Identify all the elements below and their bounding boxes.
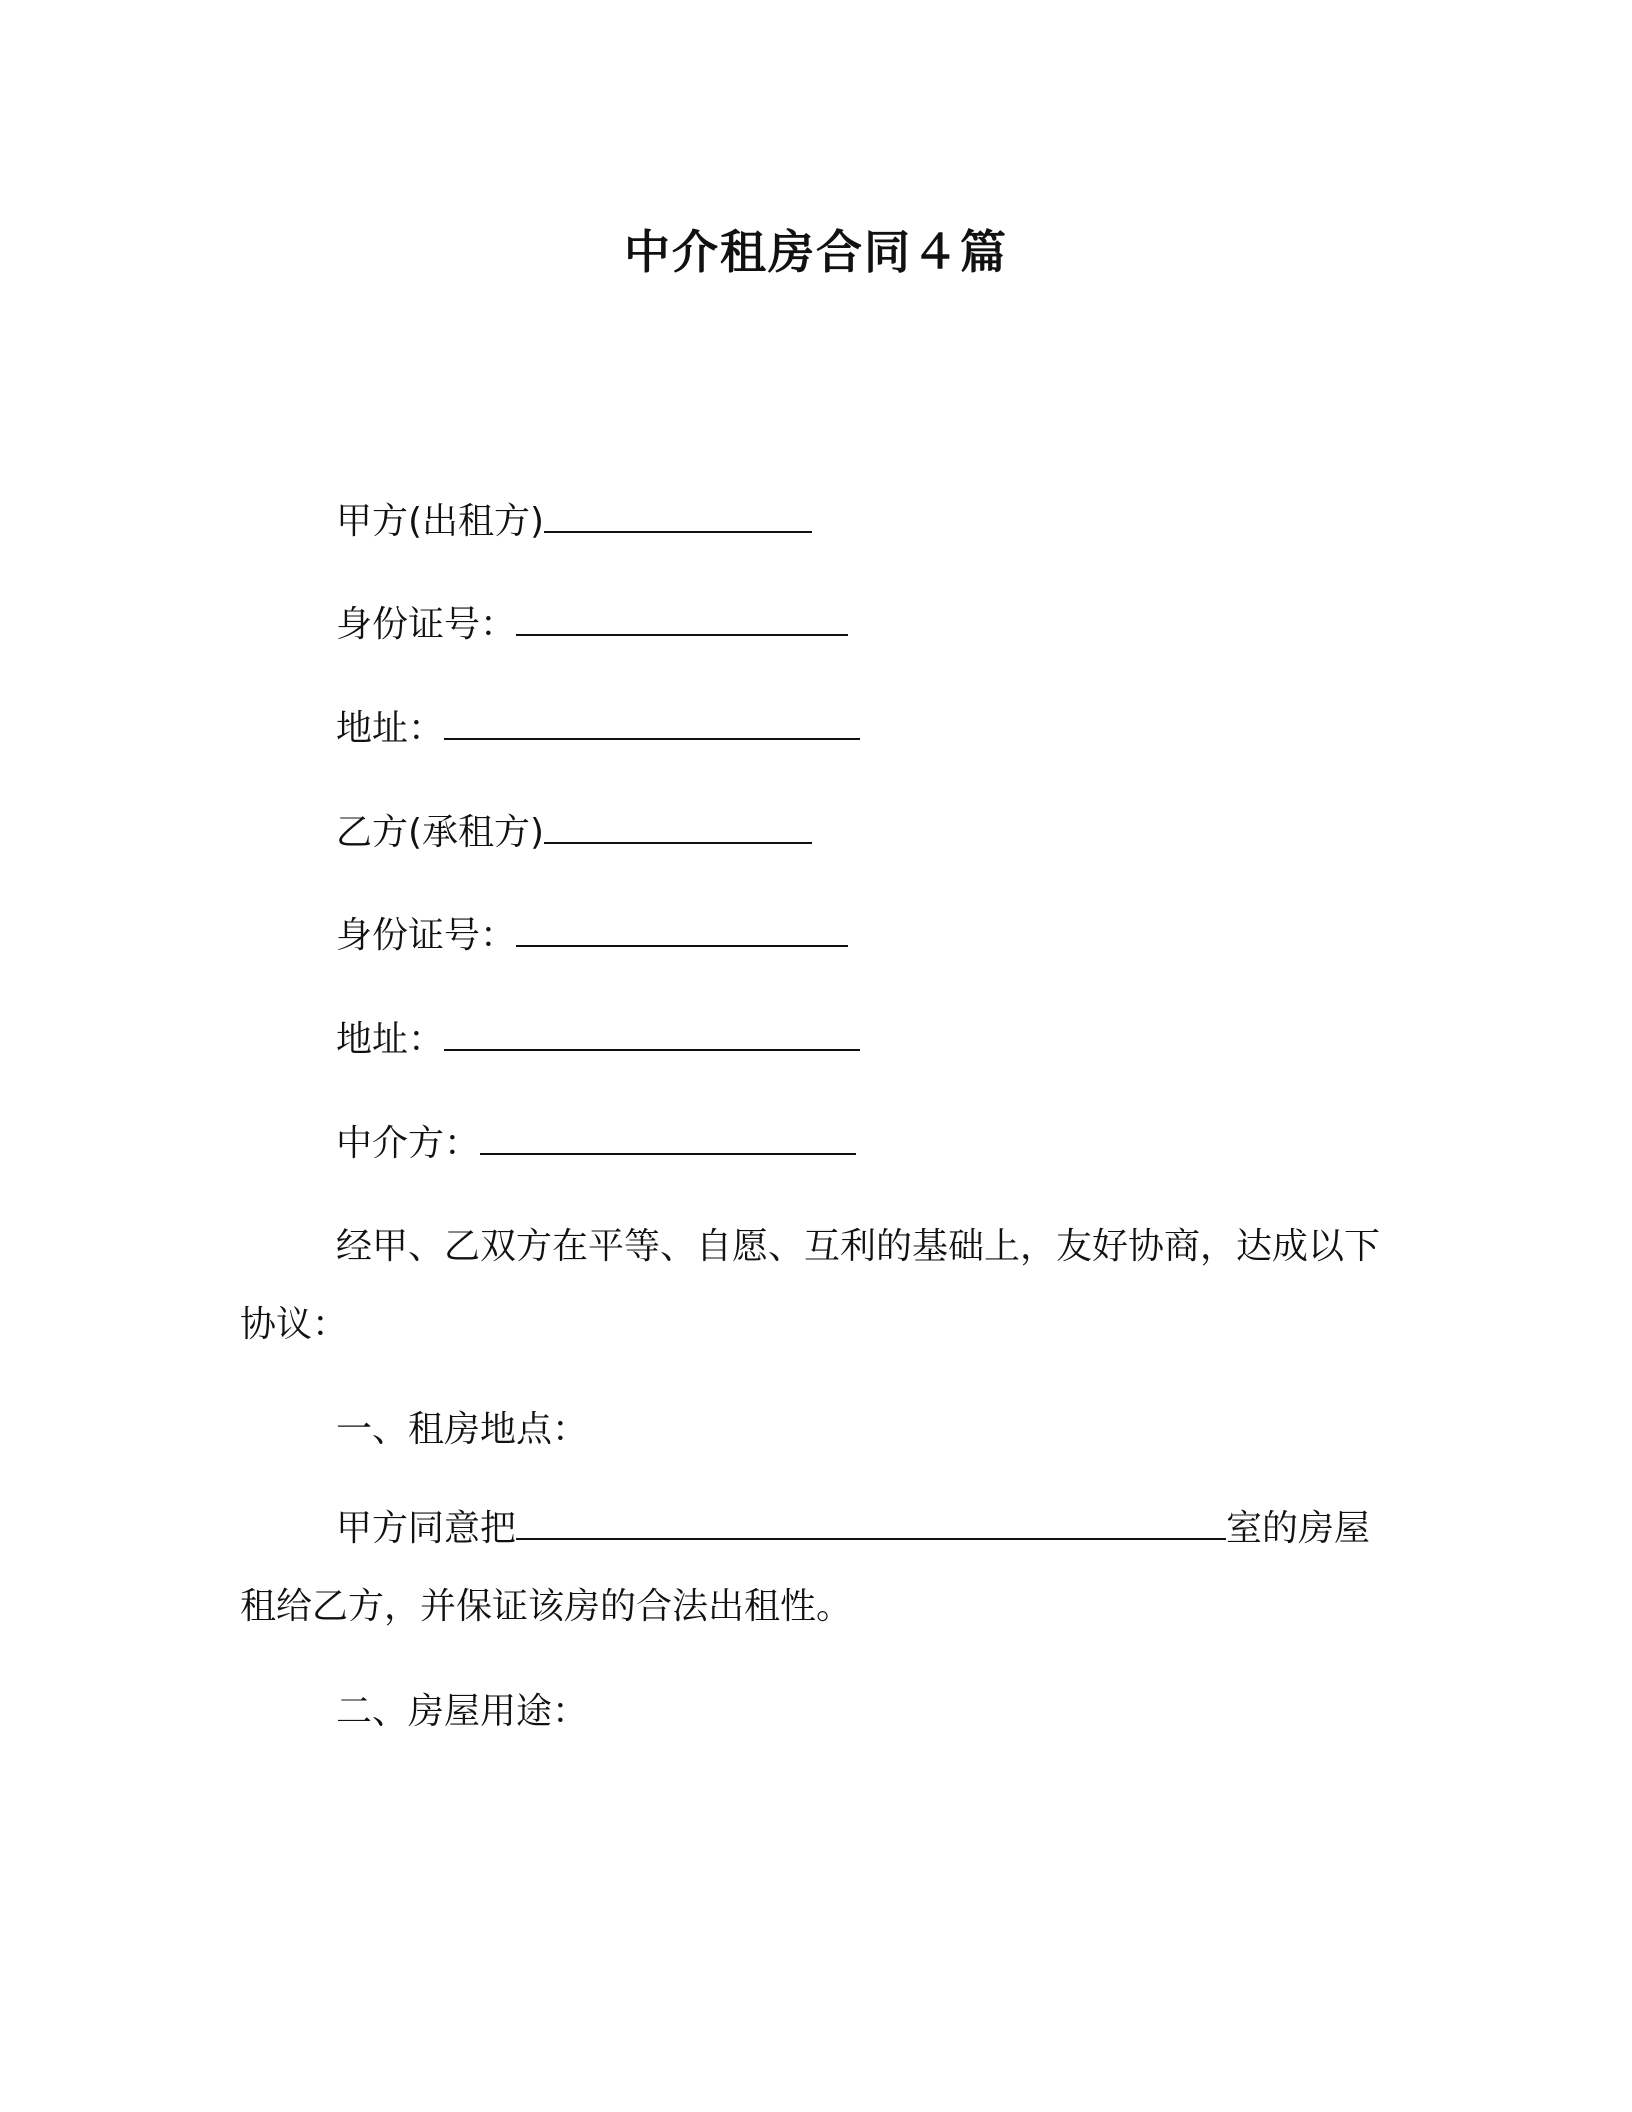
party-a-address-blank — [444, 704, 860, 740]
party-b-id-label: 身份证号： — [336, 915, 517, 956]
party-b-address-line — [336, 1015, 860, 1064]
agent-blank — [480, 1119, 856, 1155]
document-title: 中介租房合同４篇 — [624, 225, 1008, 279]
party-a-id-blank — [516, 600, 848, 636]
party-b-id-blank — [516, 911, 848, 947]
party-b-label: 乙方(承租方) — [336, 812, 545, 853]
party-a-id-label: 身份证号： — [336, 604, 517, 645]
section2-heading: 二、房屋用途： — [336, 1691, 589, 1732]
agent-line — [336, 1119, 856, 1168]
party-b-id-line — [336, 911, 848, 960]
party-a-line — [336, 497, 812, 546]
section1-text-before: 甲方同意把 — [336, 1508, 517, 1549]
section1-text-after: 室的房屋租给乙方，并保证该房的合法出租性。 — [240, 1508, 1371, 1627]
section1-paragraph — [240, 1490, 1392, 1646]
section1-heading: 一、租房地点： — [336, 1409, 589, 1450]
intro-paragraph: 经甲、乙双方在平等、自愿、互利的基础上，友好协商，达成以下协议： — [240, 1226, 1381, 1345]
party-b-address-label: 地址： — [336, 1019, 445, 1060]
party-a-label: 甲方(出租方) — [336, 501, 545, 542]
party-b-address-blank — [444, 1015, 860, 1051]
party-a-id-line — [336, 600, 848, 649]
party-a-address-line — [336, 704, 860, 753]
party-a-blank — [544, 497, 812, 533]
party-b-blank — [544, 808, 812, 844]
agent-label: 中介方： — [336, 1123, 481, 1164]
party-a-address-label: 地址： — [336, 708, 445, 749]
section1-room-blank — [516, 1504, 1226, 1540]
party-b-line — [336, 808, 812, 857]
